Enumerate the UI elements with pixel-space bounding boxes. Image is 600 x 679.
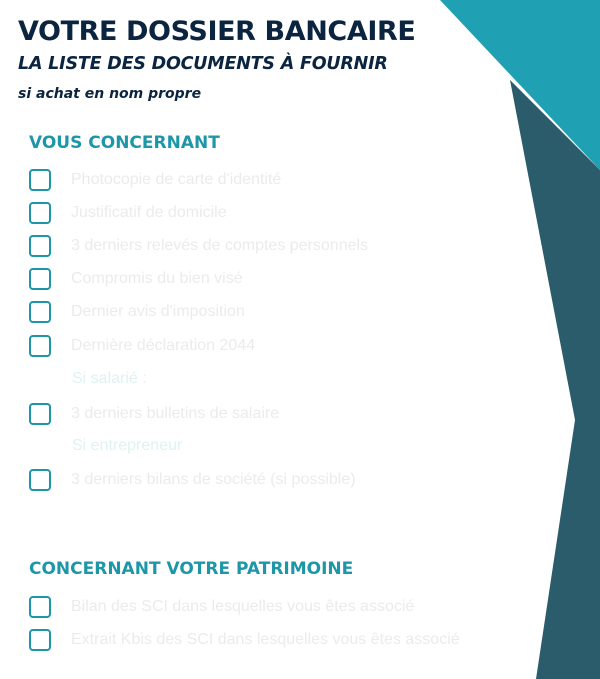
- checklist-item-label: 3 derniers relevés de comptes personnels: [71, 237, 369, 254]
- checkbox[interactable]: [29, 235, 51, 257]
- checklist-item[interactable]: [29, 402, 279, 426]
- sub-label-entrepreneur: Si entrepreneur: [72, 437, 183, 454]
- checklist-item-label: Dernier avis d'imposition: [71, 303, 245, 320]
- page-subtitle: LA LISTE DES DOCUMENTS À FOURNIR: [18, 54, 388, 74]
- checklist-item[interactable]: [29, 628, 460, 652]
- checkbox[interactable]: [29, 469, 51, 491]
- checkbox[interactable]: [29, 301, 51, 323]
- checklist-item-label: Dernière déclaration 2044: [71, 337, 256, 354]
- page-tagline: si achat en nom propre: [18, 86, 202, 102]
- checklist-item-label: Justificatif de domicile: [71, 204, 227, 221]
- checkbox[interactable]: [29, 335, 51, 357]
- checklist-item-label: 3 derniers bilans de société (si possible): [71, 471, 356, 488]
- section-heading-vous-concernant: VOUS CONCERNANT: [29, 133, 220, 153]
- checklist-item-label: Extrait Kbis des SCI dans lesquelles vous êtes associé: [71, 631, 460, 648]
- checklist-item[interactable]: [29, 334, 255, 358]
- checkbox[interactable]: [29, 202, 51, 224]
- checklist-item-label: Compromis du bien visé: [71, 270, 243, 287]
- checklist-item[interactable]: [29, 300, 245, 324]
- checkbox[interactable]: [29, 268, 51, 290]
- checkbox[interactable]: [29, 403, 51, 425]
- checklist-item[interactable]: [29, 595, 414, 619]
- checkbox[interactable]: [29, 169, 51, 191]
- checkbox[interactable]: [29, 596, 51, 618]
- checklist-item[interactable]: [29, 234, 368, 258]
- checklist-item-label: Photocopie de carte d'identité: [71, 171, 282, 188]
- checklist-item[interactable]: [29, 468, 356, 492]
- checklist-item-label: 3 derniers bulletins de salaire: [71, 405, 280, 422]
- checklist-item[interactable]: [29, 267, 243, 291]
- page-title: VOTRE DOSSIER BANCAIRE: [18, 16, 416, 47]
- section-heading-patrimoine: CONCERNANT VOTRE PATRIMOINE: [29, 559, 354, 579]
- checklist-item-label: Bilan des SCI dans lesquelles vous êtes associé: [71, 598, 415, 615]
- checklist-item[interactable]: [29, 168, 281, 192]
- checkbox[interactable]: [29, 629, 51, 651]
- sub-label-salarie: Si salarié :: [72, 370, 147, 387]
- checklist-item[interactable]: [29, 201, 227, 225]
